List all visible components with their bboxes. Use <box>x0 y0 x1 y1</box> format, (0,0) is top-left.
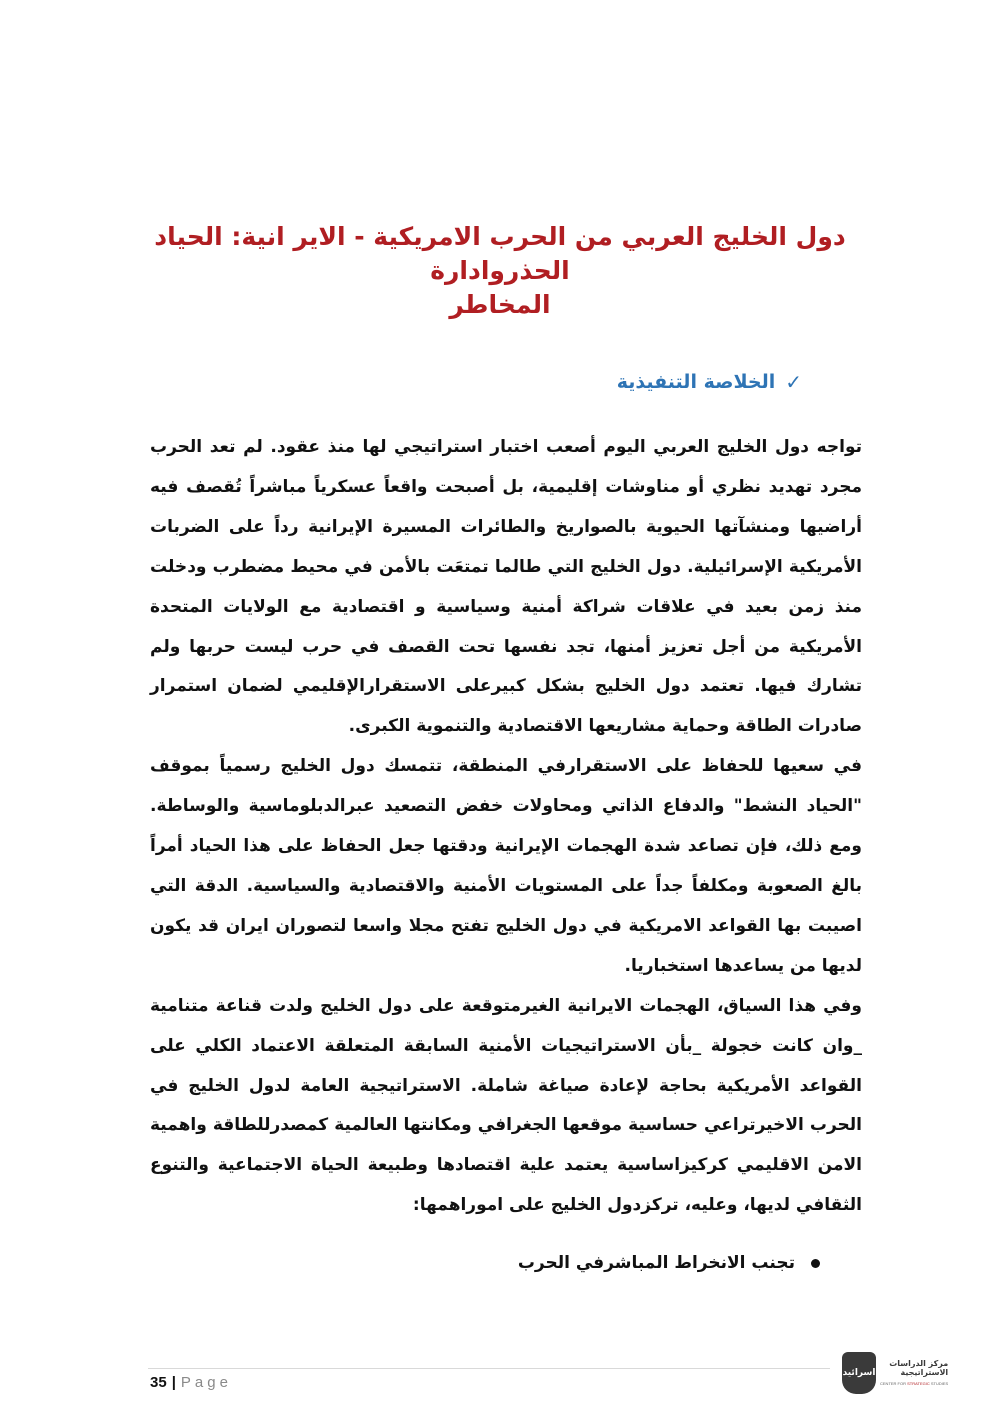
section-heading-text: الخلاصة التنفيذية <box>616 371 776 393</box>
list-item <box>518 1248 820 1278</box>
check-icon: ✓ <box>785 370 802 394</box>
page-number-value: 35 <box>150 1374 167 1391</box>
body-text <box>150 428 862 1226</box>
shield-logo-icon <box>842 1352 876 1394</box>
bullet-text: تجنب الانخراط المباشرفي الحرب <box>517 1253 795 1273</box>
document-title-line-1: دول الخليج العربي من الحرب الامريكية - الاير انية: الحياد الحذروادارة <box>154 222 846 285</box>
logo-line-3 <box>880 1379 948 1388</box>
center-logo <box>842 1352 948 1394</box>
paragraph-3: وفي هذا السياق، الهجمات الايرانية الغيرمتوقعة على دول الخليج ولدت قناعة متنامية _وان كانت خجولة _بأن الاستراتيجيات الأمنية السابقة المتعلقة الاعتماد الكلي على القواعد الأمريكية بحاجة لإعادة صياغة شاملة. الاستراتيجية العامة لدول الخليج في الحرب الاخيرتراعي حساسية موقعها الجغرافي ومكانتها العالمية كمصدرللطاقة واهمية الامن الاقليمي كركيزاساسية يعتمد علية اقتصادها وطبيعة الحياة الاجتماعية والتنوع الثقافي لديها، وعليه، تركزدول الخليج على اموراهمها: <box>150 995 862 1216</box>
paragraph-2: في سعيها للحفاظ على الاستقرارفي المنطقة، تتمسك دول الخليج رسمياً بموقف "الحياد النشط" والدفاع الذاتي ومحاولات خفض التصعيد عبرالدبلوماسية والوساطة. ومع ذلك، فإن تصاعد شدة الهجمات الإيرانية ودقتها جعل الحفاظ على هذا الحياد أمراً بالغ الصعوبة ومكلفاً جداً على المستويات الأمنية والاقتصادية والسياسية. الدقة التي اصيبت بها القواعد الامريكية في دول الخليج تفتح مجلا واسعا لتصوران ايران قد يكون لديها من يساعدها استخباريا. <box>150 756 862 976</box>
bullet-list <box>518 1248 820 1278</box>
page-label: Page <box>180 1374 232 1391</box>
logo-line-1: مركز الدراسات <box>889 1358 949 1368</box>
footer-divider <box>148 1368 830 1369</box>
logo-line-2: الاستراتيجية <box>900 1367 949 1377</box>
logo-line-3-suffix: STUDIES <box>929 1380 949 1386</box>
page-number <box>150 1374 232 1391</box>
paragraph-1: تواجه دول الخليج العربي اليوم أصعب اختبار استراتيجي لها منذ عقود. لم تعد الحرب مجرد تهديد نظري أو مناوشات إقليمية، بل أصبحت واقعاً عسكرياً مباشراً تُقصف فيه أراضيها ومنشآتها الحيوية بالصواريخ والطائرات المسيرة الإيرانية رداً على الضربات الأمريكية الإسرائيلية. دول الخليج التي طالما تمتعَت بالأمن في محيط مضطرب ودخلت منذ زمن بعيد في علاقات شراكة أمنية وسياسية و اقتصادية مع الولايات المتحدة الأمريكية من أجل تعزيز أمنها، تجد نفسها تحت القصف في حرب ليست حربها ولم تشارك فيها. تعتمد دول الخليج بشكل كبيرعلى الاستقرارالإقليمي لضمان استمرار صادرات الطاقة وحماية مشاريعها الاقتصادية والتنموية الكبرى. <box>150 437 862 737</box>
bullet-icon <box>811 1259 820 1268</box>
document-title-line-2: المخاطر <box>449 290 551 319</box>
logo-text <box>880 1359 948 1388</box>
logo-line-3-accent: STRATEGIC <box>907 1380 930 1386</box>
logo-line-3-prefix: CENTER FOR <box>880 1380 908 1386</box>
page-number-separator: | <box>171 1374 176 1391</box>
shield-logo-text: اسرائيد <box>842 1368 876 1378</box>
section-heading <box>617 370 802 394</box>
